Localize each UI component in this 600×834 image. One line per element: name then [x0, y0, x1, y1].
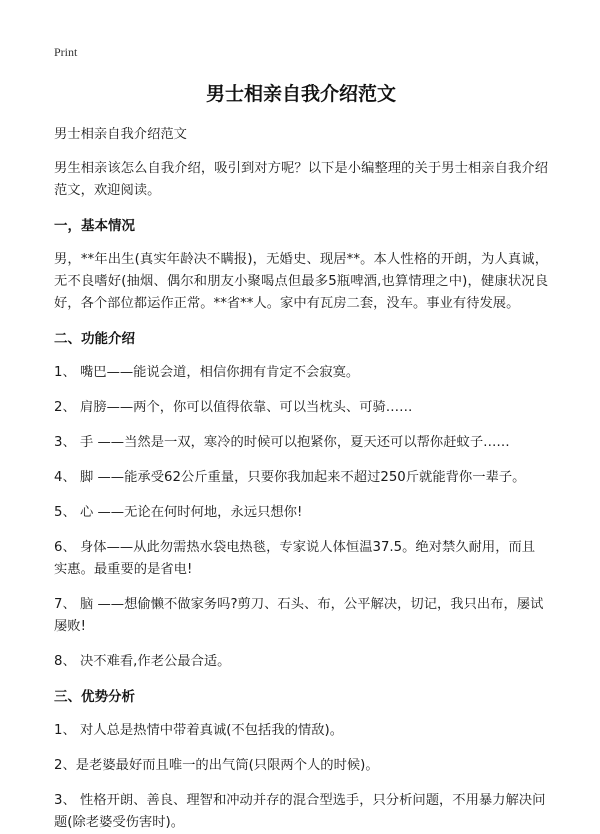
list-item: 7、 脑 ——想偷懒不做家务吗?剪刀、石头、布，公平解决，切记，我只出布，屡试屡败! — [54, 597, 544, 634]
page-title: 男士相亲自我介绍范文 — [205, 83, 396, 105]
list-item: 3、 性格开朗、善良、理智和冲动并存的混合型选手，只分析问题，不用暴力解决问题(除老婆受伤害时)。 — [54, 793, 546, 830]
list-item: 5、 心 ——无论在何时何地，永远只想你! — [54, 505, 303, 520]
list-item: 8、 决不难看,作老公最合适。 — [54, 654, 231, 669]
section-heading-basic-info: 一，基本情况 — [54, 218, 135, 234]
intro-paragraph: 男生相亲该怎么自我介绍，吸引到对方呢？以下是小编整理的关于男士相亲自我介绍范文，欢迎阅读。 — [54, 161, 548, 198]
list-item: 2、 肩膀——两个，你可以值得依靠、可以当枕头、可骑…… — [54, 400, 413, 415]
basic-info-paragraph: 男，**年出生(真实年龄决不瞒报)，无婚史、现居**。本人性格的开朗，为人真诚，无不良嗜好(抽烟、偶尔和朋友小聚喝点但最多5瓶啤酒,也算情理之中)，健康状况良好，各个部位都运作正常。**省**人。家中有瓦房二套，没车。事业有待发展。 — [54, 252, 548, 311]
list-item: 1、 嘴巴——能说会道，相信你拥有肯定不会寂寞。 — [54, 365, 360, 380]
print-label[interactable]: Print — [54, 45, 78, 59]
section-heading-advantages: 三、优势分析 — [54, 689, 135, 705]
section-heading-features: 二、功能介绍 — [54, 331, 135, 347]
list-item: 6、 身体——从此勿需热水袋电热毯，专家说人体恒温37.5。绝对禁久耐用，而且实惠。最重要的是省电! — [54, 540, 536, 577]
list-item: 2、是老婆最好而且唯一的出气筒(只限两个人的时候)。 — [54, 758, 379, 773]
list-item: 4、 脚 ——能承受62公斤重量，只要你我加起来不超过250斤就能背你一辈子。 — [54, 470, 526, 485]
list-item: 1、 对人总是热情中带着真诚(不包括我的情敌)。 — [54, 723, 343, 738]
list-item: 3、 手 ——当然是一双，寒冷的时候可以抱紧你，夏天还可以帮你赶蚊子…… — [54, 435, 510, 450]
document-subtitle: 男士相亲自我介绍范文 — [54, 127, 187, 142]
